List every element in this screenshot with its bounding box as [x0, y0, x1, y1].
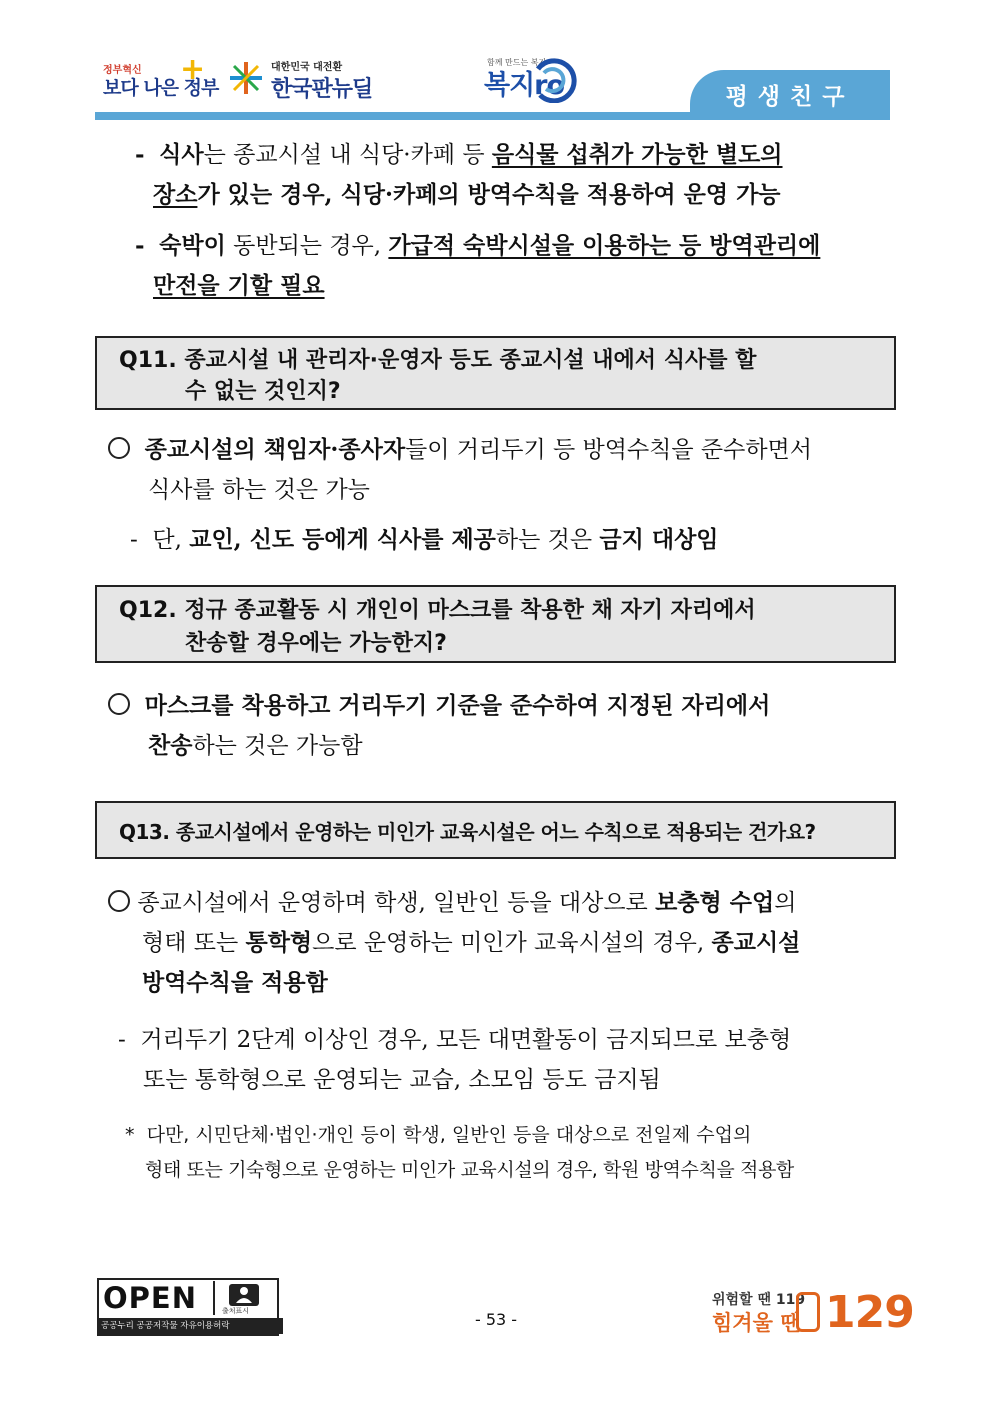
text: 다만, 시민단체·법인·개인 등이 학생, 일반인 등을 대상으로 전일제 수업의 — [146, 1124, 752, 1146]
note-line1 — [125, 1118, 751, 1152]
text: 형태 또는 — [142, 930, 246, 956]
text: 거리두기 2단계 이상인 경우, 모든 대면활동이 금지되므로 보충형 — [140, 1027, 792, 1053]
emphasis: 숙박이 — [159, 232, 226, 259]
attribution-label: 출처표시 — [222, 1307, 250, 1315]
page-number: - 53 - — [474, 1310, 518, 1329]
dash: - — [135, 141, 145, 168]
question-q13: Q13. 종교시설에서 운영하는 미인가 교육시설은 어느 수칙으로 적용되는 건가요? — [119, 820, 816, 844]
circle-bullet-icon — [108, 890, 130, 912]
text: 으로 운영하는 미인가 교육시설의 경우, — [312, 930, 712, 956]
text: 들이 거리두기 등 방역수칙을 준수하면서 — [405, 437, 812, 463]
answer-q13-line1 — [108, 883, 796, 923]
answer-q12-line1 — [108, 686, 770, 726]
answer-q11-line2: 식사를 하는 것은 가능 — [148, 477, 370, 503]
answer-q11-sub — [130, 520, 719, 560]
hotline-number: 129 — [825, 1287, 914, 1338]
question-q12-line1: Q12. 정규 종교활동 시 개인이 마스크를 착용한 채 자기 자리에서 — [119, 598, 756, 623]
welfare-arc-icon — [530, 55, 578, 103]
lifelong-friend-tab: 평생친구 — [690, 70, 890, 120]
answer-q13-line2 — [142, 923, 800, 963]
answer-q13-sub-line1 — [118, 1020, 791, 1060]
bullet-meal-line2 — [153, 175, 781, 215]
plus-icon: + — [180, 52, 206, 87]
gov-innovation-logo-text: 보다 나은 정부 — [103, 77, 219, 99]
dash: - — [130, 527, 138, 553]
newdeal-small-label: 대한민국 대전환 — [271, 62, 343, 73]
answer-q11-line1 — [108, 430, 812, 470]
question-box-q13 — [95, 801, 896, 859]
question-box-q12 — [95, 585, 896, 663]
dash: - — [118, 1027, 126, 1053]
underlined-emphasis: 만전을 기할 필요 — [153, 272, 325, 299]
underlined-emphasis: 장소 — [153, 181, 198, 208]
answer-q13-sub-line2: 또는 통학형으로 운영되는 교습, 소모임 등도 금지됨 — [143, 1067, 661, 1093]
emphasis: 교인, 신도 등에게 식사를 제공 — [189, 526, 496, 553]
newdeal-star-icon — [228, 60, 264, 96]
hotline-big-text: 힘겨울 땐 — [712, 1311, 801, 1335]
text: 하는 것은 — [495, 527, 600, 553]
text: 동반되는 경우, — [225, 233, 389, 259]
bullet-meal-line1 — [135, 135, 783, 175]
bullet-lodging-line1 — [135, 226, 820, 266]
emphasis: 찬송 — [148, 732, 193, 759]
header-rule — [95, 112, 890, 120]
phone-icon — [796, 1292, 820, 1332]
open-logo-text: OPEN — [103, 1281, 197, 1315]
question-q11-line2: 수 없는 것인지? — [185, 379, 341, 404]
emphasis: 종교시설의 책임자·종사자 — [144, 436, 406, 463]
text: 는 종교시설 내 식당·카페 등 — [203, 142, 492, 168]
circle-bullet-icon — [108, 437, 130, 459]
welfare-small-label: 함께 만드는 복지 — [487, 58, 547, 67]
dash: - — [135, 232, 145, 259]
text: 종교시설에서 운영하며 학생, 일반인 등을 대상으로 — [137, 890, 656, 916]
text: 하는 것은 가능함 — [192, 733, 363, 759]
emphasis: 가 있는 경우, 식당·카페의 방역수칙을 적용하여 운영 가능 — [197, 181, 781, 208]
emphasis: 보충형 수업 — [655, 889, 775, 916]
emphasis: 마스크를 착용하고 거리두기 기준을 준수하여 지정된 자리에서 — [144, 692, 771, 719]
emphasis: 종교시설 — [711, 929, 801, 956]
answer-q13-line3: 방역수칙을 적용함 — [142, 969, 328, 996]
hotline-small-text: 위험할 땐 119 — [712, 1292, 806, 1308]
answer-q12-line2 — [148, 726, 363, 766]
question-box-q11 — [95, 336, 896, 410]
text: 단, — [152, 527, 190, 553]
emphasis: 식사 — [159, 141, 204, 168]
circle-bullet-icon — [108, 693, 130, 715]
note-line2: 형태 또는 기숙형으로 운영하는 미인가 교육시설의 경우, 학원 방역수칙을 적용함 — [145, 1159, 794, 1181]
underlined-emphasis: 음식물 섭취가 가능한 별도의 — [491, 141, 783, 168]
text: 의 — [774, 890, 797, 916]
question-q12-line2: 찬송할 경우에는 가능한지? — [185, 631, 447, 656]
asterisk: * — [125, 1124, 135, 1146]
emphasis: 금지 대상임 — [599, 526, 719, 553]
bullet-lodging-line2 — [153, 266, 325, 306]
emphasis: 통학형 — [245, 929, 313, 956]
newdeal-logo-text: 한국판뉴딜 — [271, 77, 373, 102]
welfare-logo-text: 복지ro — [484, 70, 565, 101]
underlined-emphasis: 가급적 숙박시설을 이용하는 등 방역관리에 — [388, 232, 821, 259]
gov-innovation-small-label: 정부혁신 — [103, 65, 142, 76]
kogl-license-bar: 공공누리 공공저작물 자유이용허락 — [97, 1318, 283, 1334]
question-q11-line1: Q11. 종교시설 내 관리자·운영자 등도 종교시설 내에서 식사를 할 — [119, 348, 757, 373]
